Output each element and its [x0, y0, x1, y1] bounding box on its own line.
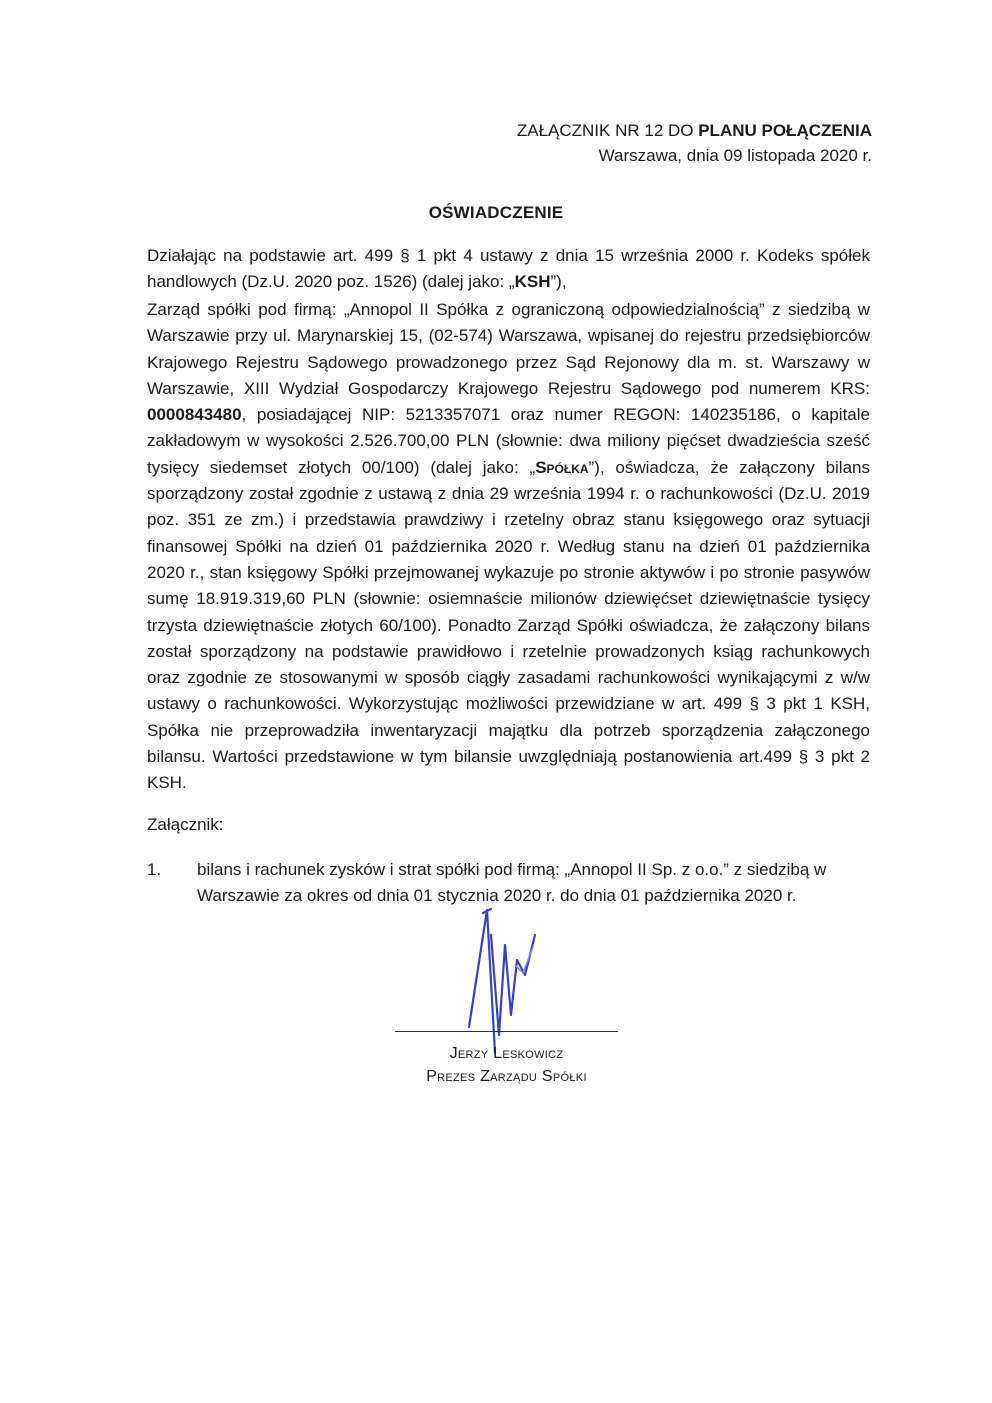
signature-icon: [455, 905, 545, 1055]
signatory-role: Prezes Zarządu Spółki: [426, 1068, 587, 1085]
document-title: OŚWIADCZENIE: [428, 203, 564, 222]
document-header: [517, 118, 872, 168]
ksh-abbreviation: KSH: [514, 272, 551, 292]
attachment-number: 1.: [147, 860, 162, 879]
signature-line: [395, 1031, 618, 1032]
attachment-text: bilans i rachunek zysków i strat spółki pod firmą: „Annopol II Sp. z o.o.” z siedzibą w Warszawie za okres od dnia 01 stycznia 2020 r. do dnia 01 października 2020 r.: [197, 860, 827, 905]
signatory-name: Jerzy Leskowicz: [449, 1045, 564, 1062]
krs-number: 0000843480: [147, 405, 242, 425]
spolka-abbreviation: Spółka: [535, 457, 589, 477]
statement-paragraph: Zarząd spółki pod firmą: „Annopol II Spółka z ograniczoną odpowiedzialnością” z siedzibą w Warszawie przy ul. Marynarskiej 15, (02-574) Warszawa, wpisanej do rejestru przedsiębiorców Krajowego Rejestru Sądowego prowadzonego przez Sąd Rejonowy dla m. st. Warszawy w Warszawie, XIII Wydział Gospodarczy Krajowego Rejestru Sądowego pod numerem KRS: 0000843480, posiadającej NIP: 5213357071 oraz numer REGON: 140235186, o kapitale zakładowym w wysokości 2.526.700,00 PLN (słownie: dwa miliony pięćset dwadzieścia sześć tysięcy siedemset złotych 00/100) (dalej jako: „Spółka”), oświadcza, że załączony bilans sporządzony został zgodnie z ustawą z dnia 29 września 1994 r. o rachunkowości (Dz.U. 2019 poz. 351 ze zm.) i przedstawia prawdziwy i rzetelny obraz stanu księgowego oraz sytuacji finansowej Spółki na dzień 01 października 2020 r. Według stanu na dzień 01 października 2020 r., stan księgowy Spółki przejmowanej wykazuje po stronie aktywów i po stronie pasywów sumę 18.919.319,60 PLN (słownie: osiemnaście milionów dziewięćset dziewiętnaście tysięcy trzysta dziewiętnaście złotych 60/100). Ponadto Zarząd Spółki oświadcza, że załączony bilans został sporządzony na podstawie prawidłowo i rzetelnie prowadzonych ksiąg rachunkowych oraz zgodnie ze stosowanymi w sposób ciągły zasadami rachunkowości wynikającymi z w/w ustawy o rachunkowości. Wykorzystując możliwości przewidziane w art. 499 § 3 pkt 1 KSH, Spółka nie przeprowadziła inwentaryzacji majątku dla potrzeb sporządzenia załączonego bilansu. Wartości przedstawione w tym bilansie uwzględniają postanowienia art.499 § 3 pkt 2 KSH.: [147, 300, 870, 793]
plan-title: PLANU POŁĄCZENIA: [698, 121, 872, 140]
attachments-label: Załącznik:: [147, 815, 224, 834]
legal-basis-paragraph: Działając na podstawie art. 499 § 1 pkt 4 ustawy z dnia 15 września 2000 r. Kodeks spółek handlowych (Dz.U. 2020 poz. 1526) (dalej jako: „KSH”),: [147, 246, 870, 292]
attachment-reference: ZAŁĄCZNIK NR 12 DO PLANU POŁĄCZENIA: [516, 121, 872, 140]
place-and-date: Warszawa, dnia 09 listopada 2020 r.: [598, 146, 872, 165]
